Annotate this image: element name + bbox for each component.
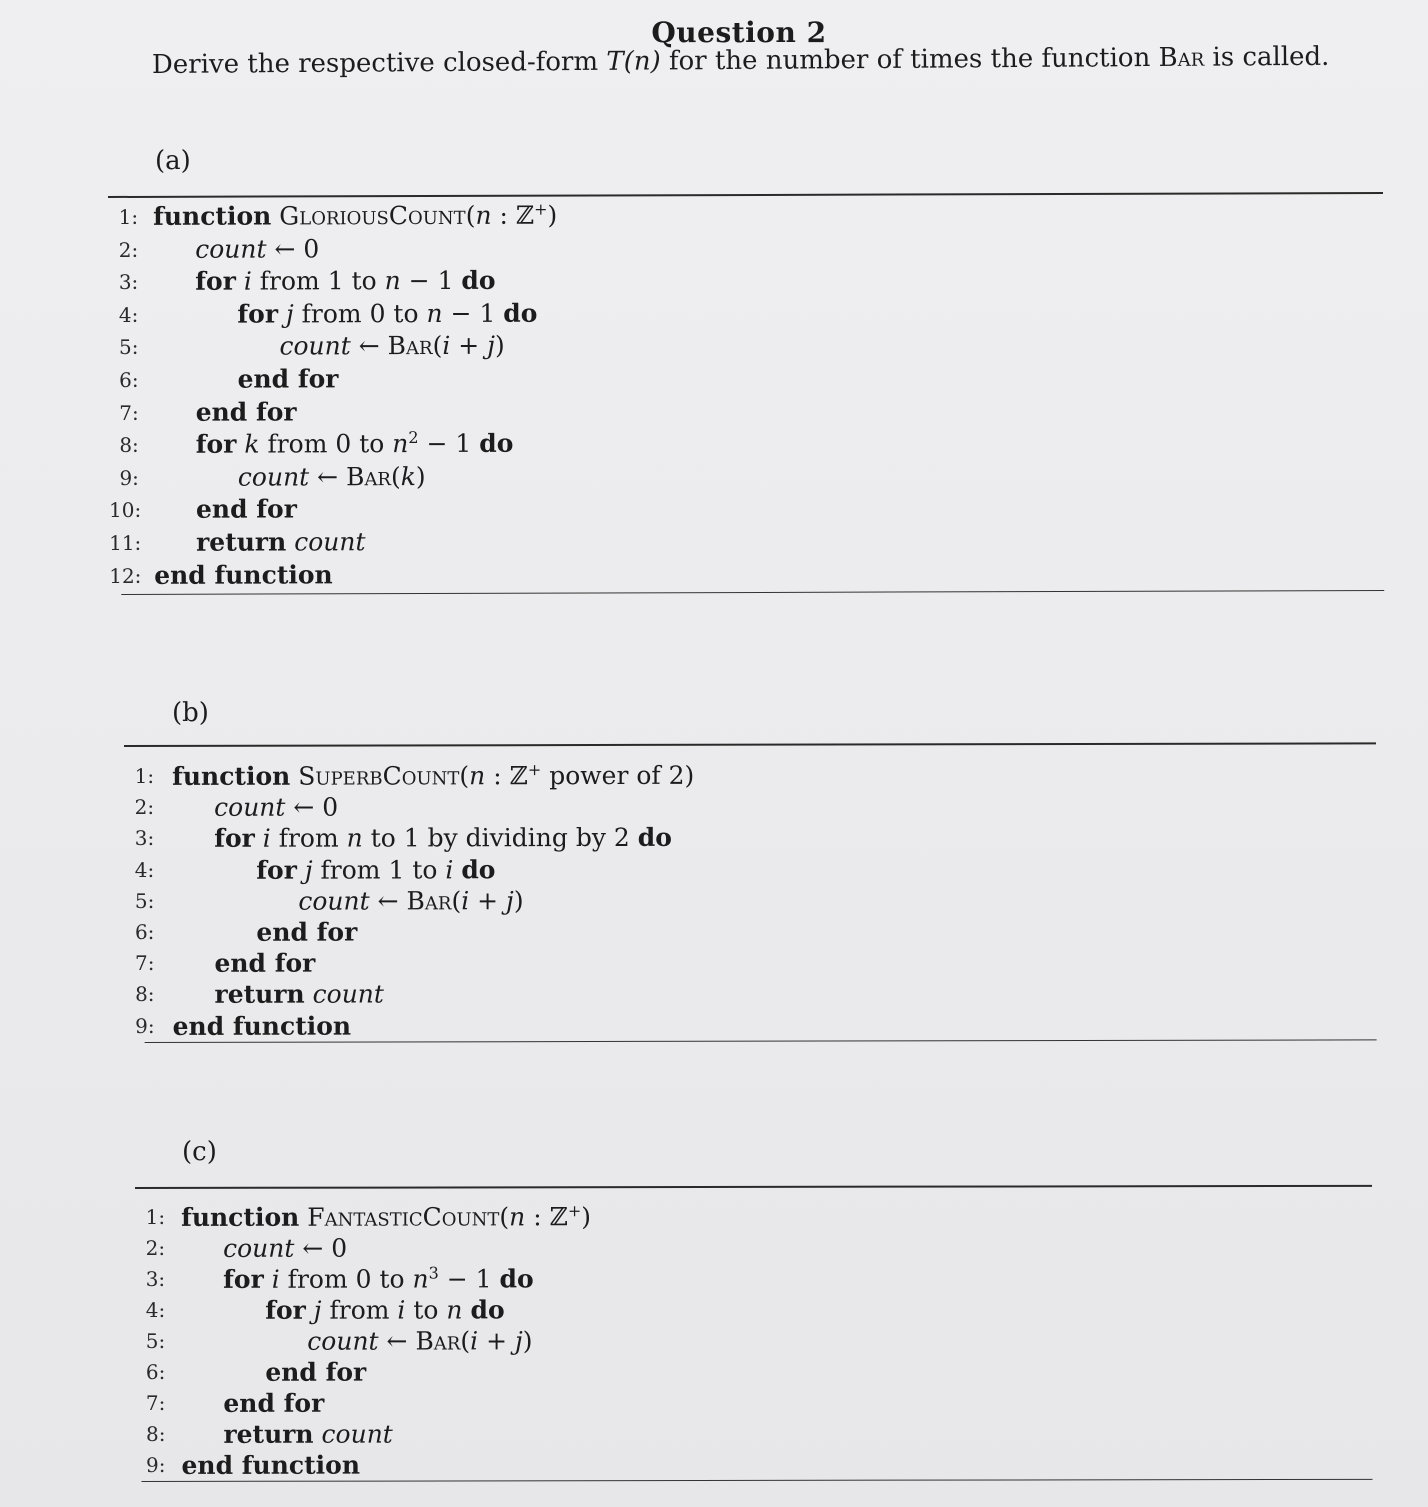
- code-token: +: [478, 1326, 515, 1356]
- keyword: end function: [172, 1011, 352, 1041]
- keyword: function: [181, 1202, 300, 1232]
- code-text: [173, 1010, 352, 1042]
- code-text: [238, 363, 339, 396]
- algorithm-line: [124, 914, 1376, 948]
- keyword: do: [503, 298, 538, 328]
- prompt-text-3: is called.: [1204, 41, 1330, 73]
- code-text: [181, 1201, 591, 1233]
- code-token: : ℤ: [525, 1202, 568, 1232]
- code-token: [306, 1296, 314, 1325]
- line-number: 6:: [119, 367, 139, 392]
- code-token: count: [237, 462, 310, 492]
- line-number: 8:: [119, 433, 139, 458]
- line-number: 1:: [145, 1204, 166, 1229]
- code-token: +: [567, 1201, 582, 1221]
- algorithm-line: [108, 295, 1383, 332]
- code-token: ←: [350, 331, 388, 361]
- keyword: end for: [195, 494, 297, 525]
- line-number: 2:: [118, 237, 139, 262]
- function-name: Bar: [415, 1326, 461, 1356]
- code-token: i: [470, 1326, 479, 1356]
- code-token: +: [469, 885, 507, 916]
- code-token: count: [294, 527, 366, 557]
- code-token: ←: [369, 886, 407, 916]
- keyword: do: [499, 1264, 534, 1294]
- code-token: [255, 824, 263, 853]
- algorithm-line: [109, 458, 1384, 495]
- function-name: SuperbCount: [298, 761, 460, 791]
- algorithm-line: [135, 1200, 1372, 1233]
- keyword: return: [223, 1419, 314, 1449]
- code-token: ): [415, 461, 426, 491]
- code-token: : ℤ: [491, 200, 535, 230]
- code-token: to 1 by dividing by 2: [362, 823, 638, 853]
- keyword: do: [461, 854, 496, 884]
- code-token: 3: [428, 1263, 439, 1283]
- code-token: +: [527, 760, 542, 780]
- line-number: 5:: [118, 335, 139, 360]
- code-text: [214, 792, 338, 823]
- code-token: n: [392, 429, 409, 459]
- keyword: return: [196, 527, 287, 557]
- code-token: ← 0: [285, 792, 339, 822]
- line-number: 4:: [118, 302, 139, 327]
- algorithm-line: [124, 852, 1376, 886]
- code-token: − 1: [400, 266, 462, 296]
- code-token: 2: [408, 428, 419, 448]
- code-token: n: [475, 200, 492, 230]
- function-name: Bar: [406, 886, 452, 916]
- keyword: function: [153, 201, 272, 231]
- code-token: ): [494, 331, 505, 361]
- keyword: for: [195, 429, 237, 459]
- code-token: : ℤ: [485, 761, 528, 791]
- line-number: 9:: [119, 465, 139, 490]
- function-name: Bar: [387, 331, 433, 361]
- code-token: ←: [309, 462, 347, 492]
- line-number: 5:: [145, 1328, 166, 1353]
- code-text: [214, 948, 315, 979]
- line-number: 2:: [134, 795, 155, 820]
- algorithm-lines: [135, 1187, 1373, 1481]
- line-number: 1:: [134, 763, 155, 788]
- algorithm-line: [108, 230, 1383, 267]
- algorithm-line: [109, 393, 1384, 430]
- code-token: j: [487, 331, 495, 361]
- keyword: end for: [223, 1388, 325, 1418]
- line-number: 7:: [119, 400, 139, 425]
- question-title: Question 2: [651, 16, 827, 49]
- code-token: i: [243, 266, 252, 296]
- code-token: (: [390, 461, 401, 491]
- keyword: end for: [265, 1357, 367, 1387]
- algorithm-line: [125, 1008, 1377, 1042]
- code-token: j: [304, 855, 313, 885]
- algorithm-line: [124, 946, 1376, 980]
- code-text: [223, 1263, 534, 1295]
- code-token: to: [405, 1295, 447, 1325]
- line-number: 10:: [108, 498, 142, 523]
- algorithm-lines: [108, 194, 1384, 594]
- keyword: end for: [214, 948, 316, 978]
- line-number: 2:: [145, 1235, 166, 1260]
- code-token: i: [461, 886, 470, 916]
- line-number: 6:: [145, 1359, 166, 1384]
- function-name: Bar: [345, 461, 392, 492]
- keyword: return: [214, 979, 305, 1010]
- code-token: ← 0: [294, 1233, 348, 1263]
- code-token: ): [513, 885, 524, 915]
- prompt-text-2: for the number of times the function: [660, 42, 1159, 77]
- code-token: i: [397, 1295, 406, 1325]
- algorithm-c: [135, 1185, 1373, 1482]
- algorithm-line: [108, 262, 1383, 299]
- code-text: [223, 1419, 392, 1450]
- line-number: 8:: [145, 1421, 166, 1446]
- code-token: [286, 527, 294, 556]
- code-token: +: [450, 331, 488, 361]
- keyword: end for: [195, 396, 297, 427]
- algorithm-line: [135, 1355, 1372, 1388]
- algorithm-line: [135, 1262, 1372, 1295]
- code-token: n: [426, 298, 443, 328]
- code-token: [278, 299, 286, 328]
- keyword: for: [223, 1264, 264, 1294]
- line-number: 3:: [118, 270, 139, 295]
- algorithm-line: [135, 1293, 1372, 1326]
- code-token: count: [223, 1233, 295, 1263]
- code-text: [195, 265, 495, 299]
- code-text: [256, 854, 495, 886]
- line-number: 3:: [145, 1266, 166, 1291]
- code-text: [195, 233, 319, 266]
- code-token: [264, 1265, 272, 1294]
- line-number: 5:: [134, 888, 155, 913]
- algorithm-line: [135, 1417, 1372, 1450]
- algorithm-lines: [124, 744, 1377, 1041]
- algorithm-line: [124, 977, 1376, 1011]
- code-token: i: [271, 1264, 280, 1294]
- code-text: [223, 1388, 324, 1419]
- code-token: n: [346, 823, 363, 853]
- line-number: 9:: [145, 1452, 166, 1477]
- code-token: +: [534, 199, 548, 219]
- code-token: ): [581, 1202, 592, 1232]
- code-token: i: [442, 331, 451, 361]
- code-token: i: [445, 854, 454, 884]
- keyword: do: [470, 1295, 505, 1325]
- keyword: function: [172, 761, 291, 791]
- code-token: n: [446, 1295, 463, 1325]
- code-text: [196, 526, 366, 559]
- part-b-label: (b): [172, 698, 209, 728]
- code-text: [265, 1294, 504, 1325]
- prompt-function-name: Bar: [1158, 42, 1205, 73]
- code-text: [256, 916, 357, 947]
- code-token: (: [499, 1202, 510, 1232]
- code-token: from: [321, 1295, 398, 1325]
- code-token: [236, 267, 244, 296]
- keyword: for: [256, 855, 297, 885]
- algorithm-line: [109, 425, 1384, 462]
- algorithm-line: [109, 556, 1384, 593]
- line-number: 7:: [134, 951, 155, 976]
- code-token: ←: [378, 1326, 416, 1356]
- algorithm-line: [124, 758, 1376, 792]
- part-a-label: (a): [155, 146, 191, 176]
- code-token: (: [432, 331, 443, 361]
- line-number: 3:: [134, 826, 155, 851]
- code-text: [172, 760, 694, 792]
- code-token: count: [298, 886, 370, 916]
- line-number: 12:: [109, 563, 142, 588]
- keyword: for: [237, 299, 279, 329]
- code-token: j: [285, 299, 294, 329]
- keyword: for: [265, 1295, 306, 1325]
- code-token: k: [244, 429, 260, 459]
- code-token: ← 0: [266, 233, 320, 264]
- algorithm-line: [124, 790, 1376, 824]
- code-token: [305, 980, 313, 1009]
- code-token: from 0 to: [293, 298, 427, 329]
- code-token: (: [465, 200, 476, 230]
- algorithm-line: [124, 883, 1376, 917]
- code-token: j: [313, 1295, 322, 1325]
- code-token: n: [509, 1202, 526, 1232]
- keyword: end for: [256, 917, 358, 947]
- code-token: n: [412, 1264, 429, 1294]
- code-text: [196, 396, 297, 429]
- code-token: count: [312, 979, 384, 1009]
- algorithm-line: [109, 523, 1384, 560]
- code-text: [238, 461, 426, 494]
- code-token: ): [547, 200, 558, 230]
- code-token: (: [459, 761, 470, 791]
- prompt-text-1: Derive the respective closed-form: [151, 46, 607, 80]
- code-token: from: [270, 823, 347, 854]
- code-token: from 0 to: [259, 429, 393, 459]
- algorithm-line: [108, 197, 1383, 234]
- code-text: [298, 885, 523, 917]
- code-token: − 1: [438, 1264, 500, 1294]
- code-token: from 0 to: [279, 1264, 413, 1294]
- code-token: k: [400, 461, 416, 491]
- code-token: from 1 to: [251, 266, 385, 296]
- algorithm-line: [135, 1386, 1372, 1419]
- algorithm-line: [135, 1448, 1372, 1481]
- code-token: count: [195, 234, 267, 264]
- code-token: from 1 to: [312, 854, 446, 885]
- code-text: [214, 822, 672, 854]
- line-number: 6:: [134, 919, 155, 944]
- line-number: 11:: [109, 530, 142, 555]
- keyword: for: [195, 266, 236, 296]
- code-text: [265, 1357, 366, 1388]
- keyword: end function: [181, 1450, 361, 1480]
- code-token: [314, 1420, 322, 1449]
- code-text: [153, 200, 557, 234]
- algorithm-line: [109, 490, 1384, 527]
- code-text: [307, 1325, 532, 1356]
- prompt-math: T(n): [606, 46, 661, 77]
- code-token: count: [307, 1326, 379, 1356]
- algorithm-line: [135, 1231, 1372, 1264]
- code-token: ): [522, 1326, 533, 1356]
- algorithm-line: [108, 327, 1383, 364]
- keyword: do: [479, 428, 514, 458]
- line-number: 7:: [145, 1390, 166, 1415]
- code-token: n: [469, 761, 486, 791]
- part-c-label: (c): [182, 1137, 217, 1167]
- code-text: [279, 330, 504, 363]
- line-number: 9:: [135, 1013, 155, 1038]
- code-token: i: [262, 824, 271, 854]
- code-text: [154, 559, 333, 592]
- code-token: [297, 855, 305, 884]
- code-token: count: [279, 331, 351, 361]
- code-text: [196, 428, 514, 462]
- algorithm-line: [109, 360, 1384, 397]
- keyword: for: [214, 824, 255, 854]
- code-text: [223, 1233, 347, 1264]
- code-token: [453, 855, 461, 884]
- keyword: end function: [154, 559, 333, 590]
- keyword: end for: [237, 364, 339, 394]
- code-token: count: [321, 1419, 393, 1449]
- keyword: do: [637, 823, 672, 853]
- code-token: count: [214, 792, 286, 822]
- code-token: (: [460, 1326, 471, 1356]
- code-text: [214, 979, 383, 1011]
- line-number: 1:: [118, 204, 139, 229]
- code-token: − 1: [442, 298, 504, 328]
- line-number: 4:: [145, 1297, 166, 1322]
- code-token: j: [505, 885, 514, 915]
- code-token: [236, 430, 244, 459]
- code-token: (: [451, 886, 462, 916]
- function-name: FantasticCount: [307, 1202, 500, 1232]
- code-token: n: [384, 266, 401, 296]
- code-text: [181, 1450, 360, 1481]
- line-number: 4:: [134, 857, 155, 882]
- code-token: power of 2): [541, 760, 695, 791]
- code-token: j: [514, 1326, 523, 1356]
- code-token: − 1: [418, 428, 480, 459]
- code-text: [196, 494, 297, 527]
- code-text: [237, 297, 537, 331]
- function-name: GloriousCount: [279, 200, 466, 231]
- algorithm-line: [124, 821, 1376, 855]
- line-number: 8:: [135, 982, 155, 1007]
- algorithm-b: [124, 742, 1377, 1042]
- keyword: do: [461, 265, 496, 296]
- algorithm-line: [135, 1324, 1372, 1357]
- algorithm-a: [108, 192, 1384, 595]
